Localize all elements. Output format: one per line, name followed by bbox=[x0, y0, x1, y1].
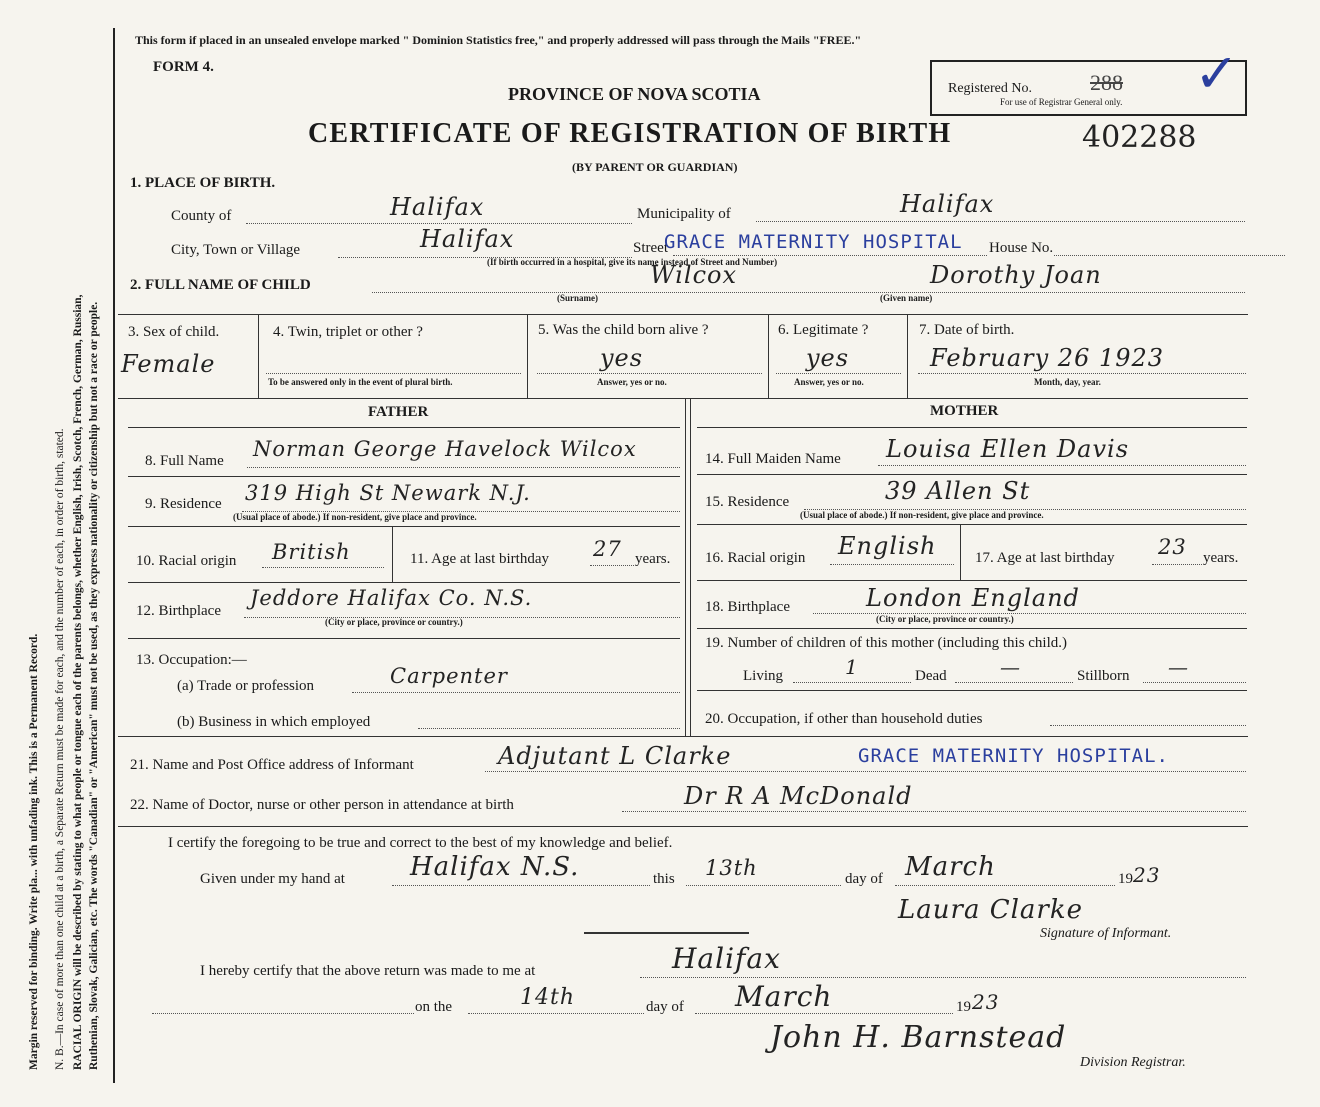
mother-age-unit: years. bbox=[1203, 550, 1239, 566]
registrar-year-value: 23 bbox=[972, 990, 1000, 1014]
mother-children-label: 19. Number of children of this mother (including this child.) bbox=[705, 635, 1068, 651]
legitimate-label: 6. Legitimate ? bbox=[778, 322, 869, 338]
father-business-label: (b) Business in which employed bbox=[177, 714, 371, 730]
margin-note-racial-2: Ruthenian, Slovak, Galician, etc. The words "Canadian" or "American" must not be used, as they express nationality or citizenship but not a race or people. bbox=[88, 301, 100, 1070]
mother-racial-value: English bbox=[838, 532, 937, 560]
stillborn-value: — bbox=[1168, 655, 1189, 679]
mother-occupation-label: 20. Occupation, if other than household duties bbox=[705, 711, 983, 727]
child-given-name: Dorothy Joan bbox=[930, 261, 1102, 289]
dead-label: Dead bbox=[915, 668, 947, 684]
informant-signature: Laura Clarke bbox=[898, 895, 1083, 925]
registrar-place-value: Halifax bbox=[672, 942, 781, 975]
hospital-note: (If birth occurred in a hospital, give its name instead of Street and Number) bbox=[487, 257, 778, 267]
county-value: Halifax bbox=[390, 193, 485, 221]
doctor-label: 22. Name of Doctor, nurse or other person in attendance at birth bbox=[130, 797, 514, 813]
city-label: City, Town or Village bbox=[171, 242, 301, 258]
child-surname: Wilcox bbox=[650, 261, 738, 289]
certificate-title: CERTIFICATE OF REGISTRATION OF BIRTH bbox=[308, 118, 952, 149]
given-month-value: March bbox=[905, 852, 996, 882]
father-name-value: Norman George Havelock Wilcox bbox=[253, 437, 637, 461]
sex-label: 3. Sex of child. bbox=[128, 324, 220, 340]
father-age-label: 11. Age at last birthday bbox=[410, 551, 549, 567]
certify-statement: I certify the foregoing to be true and correct to the best of my knowledge and belief. bbox=[168, 835, 673, 851]
check-mark-icon: ✓ bbox=[1194, 42, 1240, 105]
father-racial-label: 10. Racial origin bbox=[136, 553, 237, 569]
birth-date-label: 7. Date of birth. bbox=[919, 322, 1015, 338]
surname-caption: (Surname) bbox=[557, 293, 598, 303]
alive-caption: Answer, yes or no. bbox=[597, 377, 667, 387]
given-year-prefix: 19 bbox=[1118, 871, 1133, 887]
registered-box bbox=[930, 42, 1247, 116]
mother-residence-caption: (Usual place of abode.) If non-resident, give place and province. bbox=[800, 510, 1044, 520]
registrar-statement: I hereby certify that the above return was made to me at bbox=[200, 963, 536, 979]
mother-age-label: 17. Age at last birthday bbox=[975, 550, 1115, 566]
mother-residence-label: 15. Residence bbox=[705, 494, 790, 510]
father-trade-label: (a) Trade or profession bbox=[177, 678, 315, 694]
father-residence-value: 319 High St Newark N.J. bbox=[245, 481, 531, 505]
given-under-label: Given under my hand at bbox=[200, 871, 345, 887]
birth-date-value: February 26 1923 bbox=[930, 344, 1165, 372]
given-place-value: Halifax N.S. bbox=[410, 852, 580, 882]
father-heading: FATHER bbox=[368, 404, 429, 420]
alive-label: 5. Was the child born alive ? bbox=[538, 322, 709, 338]
twin-note: To be answered only in the event of plural birth. bbox=[268, 377, 453, 387]
father-age-unit: years. bbox=[635, 551, 671, 567]
father-occupation-label: 13. Occupation:— bbox=[136, 652, 247, 668]
sex-value: Female bbox=[121, 350, 216, 378]
mother-birthplace-caption: (City or place, province or country.) bbox=[876, 614, 1014, 624]
informant-label: 21. Name and Post Office address of Informant bbox=[130, 757, 414, 773]
margin-rule bbox=[113, 28, 115, 1083]
certificate-number: 402288 bbox=[1082, 120, 1197, 155]
street-label: Street bbox=[633, 240, 668, 256]
given-caption: (Given name) bbox=[880, 293, 933, 303]
form-number: FORM 4. bbox=[153, 59, 214, 75]
municipality-value: Halifax bbox=[900, 190, 995, 218]
margin-note-plural-birth: N. B.—In case of more than one child at a birth, a Separate Return must be made for each, and the number of each, in order of birth, stated. bbox=[54, 428, 66, 1070]
informant-signature-caption: Signature of Informant. bbox=[1040, 926, 1172, 941]
given-year-value: 23 bbox=[1133, 863, 1161, 887]
stillborn-label: Stillborn bbox=[1077, 668, 1130, 684]
informant-stamp: GRACE MATERNITY HOSPITAL. bbox=[858, 745, 1169, 767]
house-label: House No. bbox=[989, 240, 1054, 256]
informant-value: Adjutant L Clarke bbox=[498, 742, 732, 770]
father-birthplace-label: 12. Birthplace bbox=[136, 603, 221, 619]
given-dayof-label: day of bbox=[845, 871, 883, 887]
alive-value: yes bbox=[600, 344, 644, 372]
city-value: Halifax bbox=[420, 225, 515, 253]
mother-residence-value: 39 Allen St bbox=[885, 477, 1031, 505]
given-day-value: 13th bbox=[705, 856, 758, 880]
street-value-stamp: GRACE MATERNITY HOSPITAL bbox=[664, 231, 963, 253]
doctor-value: Dr R A McDonald bbox=[684, 782, 913, 810]
registrar-signature: John H. Barnstead bbox=[770, 1020, 1067, 1055]
father-racial-value: British bbox=[272, 540, 351, 564]
place-heading: 1. PLACE OF BIRTH. bbox=[130, 175, 276, 191]
registrar-note: For use of Registrar General only. bbox=[1000, 97, 1123, 107]
mother-racial-label: 16. Racial origin bbox=[705, 550, 806, 566]
this-label: this bbox=[653, 871, 675, 887]
dead-value: — bbox=[1000, 655, 1021, 679]
child-name-label: 2. FULL NAME OF CHILD bbox=[130, 277, 311, 293]
mother-birthplace-value: London England bbox=[866, 584, 1080, 612]
province-heading: PROVINCE OF NOVA SCOTIA bbox=[508, 84, 761, 104]
living-label: Living bbox=[743, 668, 783, 684]
county-label: County of bbox=[171, 208, 232, 224]
registrar-month-value: March bbox=[735, 980, 833, 1013]
father-name-label: 8. Full Name bbox=[145, 453, 224, 469]
father-birthplace-caption: (City or place, province or country.) bbox=[325, 617, 463, 627]
registrar-day-value: 14th bbox=[520, 985, 576, 1010]
registered-value: 288 bbox=[1090, 70, 1123, 95]
mother-name-label: 14. Full Maiden Name bbox=[705, 451, 841, 467]
mother-heading: MOTHER bbox=[930, 403, 999, 419]
certificate-subtitle: (BY PARENT OR GUARDIAN) bbox=[572, 160, 738, 174]
registrar-dayof-label: day of bbox=[646, 999, 684, 1015]
legitimate-value: yes bbox=[806, 344, 850, 372]
registered-label: Registered No. bbox=[948, 81, 1032, 96]
registrar-caption: Division Registrar. bbox=[1080, 1055, 1186, 1070]
father-residence-caption: (Usual place of abode.) If non-resident, give place and province. bbox=[233, 512, 477, 522]
mother-age-value: 23 bbox=[1158, 535, 1187, 559]
father-residence-label: 9. Residence bbox=[145, 496, 222, 512]
margin-note-binding: Margin reserved for binding. Write pla... with unfading ink. This is a Permanent Record. bbox=[28, 633, 40, 1070]
living-value: 1 bbox=[845, 655, 859, 679]
twin-label: 4. Twin, triplet or other ? bbox=[273, 324, 423, 340]
mother-name-value: Louisa Ellen Davis bbox=[886, 435, 1130, 463]
mother-birthplace-label: 18. Birthplace bbox=[705, 599, 790, 615]
father-birthplace-value: Jeddore Halifax Co. N.S. bbox=[250, 586, 533, 610]
legitimate-caption: Answer, yes or no. bbox=[794, 377, 864, 387]
margin-note-racial-1: RACIAL ORIGIN will be described by stating to what people or tongue each of the parents belongs, whether English, Irish, Scotch, French, German, Russian, bbox=[72, 294, 84, 1070]
father-age-value: 27 bbox=[593, 537, 622, 561]
municipality-label: Municipality of bbox=[637, 206, 731, 222]
mail-note: This form if placed in an unsealed envelope marked " Dominion Statistics free," and properly addressed will pass through the Mails "FREE." bbox=[135, 33, 862, 47]
father-trade-value: Carpenter bbox=[390, 664, 508, 688]
registrar-on-label: on the bbox=[415, 999, 453, 1015]
registrar-year-prefix: 19 bbox=[956, 999, 971, 1015]
birth-date-caption: Month, day, year. bbox=[1034, 377, 1101, 387]
